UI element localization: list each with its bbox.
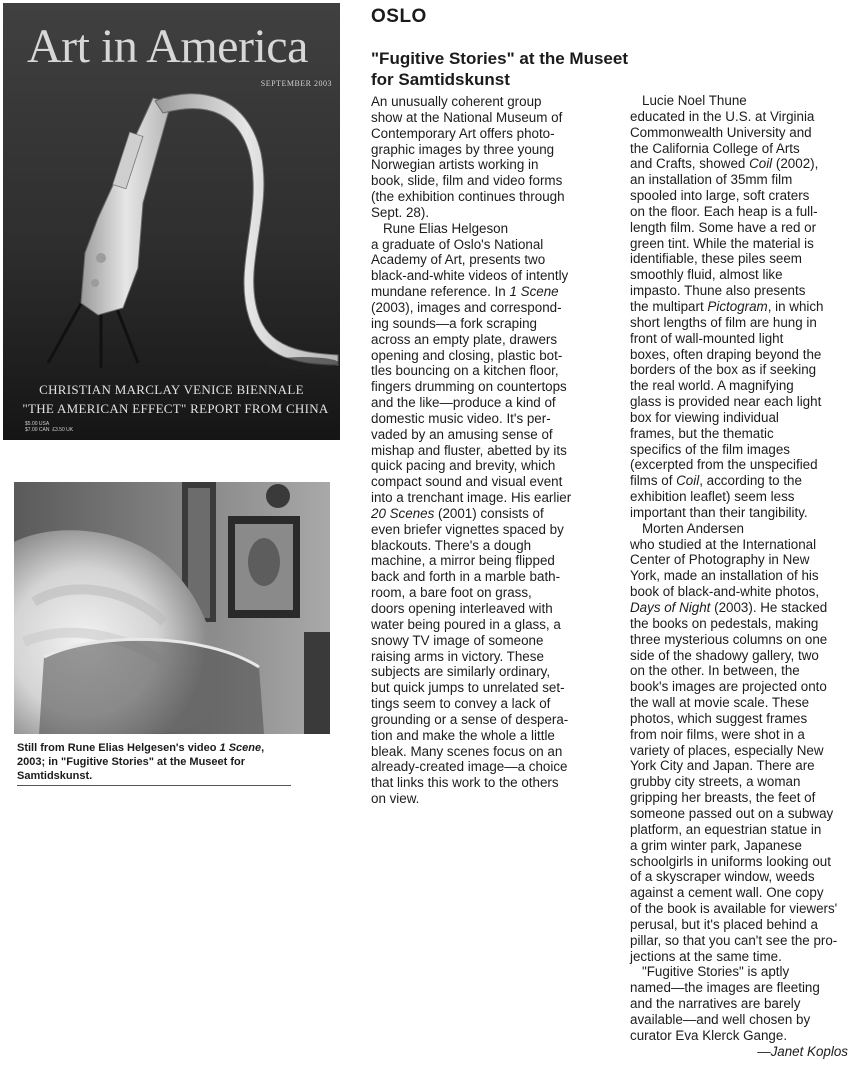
article-line xyxy=(371,553,629,569)
text-run: smoothly fluid, almost like xyxy=(630,267,783,283)
issue-date: SEPTEMBER 2003 xyxy=(260,79,332,88)
article-line xyxy=(630,806,848,822)
text-run: back and forth in a marble bath- xyxy=(371,569,561,585)
article-line xyxy=(371,110,629,126)
article-line xyxy=(371,759,629,775)
text-run: the wall at movie scale. These xyxy=(630,695,810,711)
text-run: the California College of Arts xyxy=(630,140,800,156)
text-run: box for viewing individual xyxy=(630,409,779,425)
article-column-1 xyxy=(371,94,629,807)
work-title: 1 Scene xyxy=(509,284,559,300)
text-run: Norwegian artists working in xyxy=(371,157,539,173)
text-run: short lengths of film are hung in xyxy=(630,314,817,330)
article-line xyxy=(630,457,848,473)
article-line xyxy=(630,156,848,172)
article-line xyxy=(630,473,848,489)
article-line xyxy=(630,537,848,553)
text-run: and Crafts, showed xyxy=(630,156,750,172)
text-run: room, a bare foot on grass, xyxy=(371,585,532,601)
article-line xyxy=(630,917,848,933)
article-line xyxy=(371,490,629,506)
article-line xyxy=(630,442,848,458)
text-run: show at the National Museum of xyxy=(371,109,563,125)
article-line xyxy=(630,933,848,949)
text-run: machine, a mirror being flipped xyxy=(371,553,555,569)
text-run: snowy TV image of someone xyxy=(371,632,544,648)
article-line xyxy=(630,426,848,442)
text-run: films of xyxy=(630,473,677,489)
text-run: fingers drumming on countertops xyxy=(371,379,567,395)
text-run: graphic images by three young xyxy=(371,141,555,157)
article-headline: "Fugitive Stories" at the Museet for Samtidskunst xyxy=(371,49,629,89)
text-run: into a trenchant image. His earlier xyxy=(371,490,572,506)
text-run: Center of Photography in New xyxy=(630,552,810,568)
article-line xyxy=(630,568,848,584)
text-run: (2001) consists of xyxy=(434,505,544,521)
text-run: the books on pedestals, making xyxy=(630,615,819,631)
section-heading: OSLO xyxy=(371,6,427,27)
article-line xyxy=(371,237,629,253)
text-run: Sept. 28). xyxy=(371,204,430,220)
article-line xyxy=(630,188,848,204)
text-run: photos, which suggest frames xyxy=(630,710,808,726)
cover-price: $5.00 USA $7.00 CAN £3.50 UK xyxy=(25,421,74,433)
article-line xyxy=(630,394,848,410)
text-run: a grim winter park, Japanese xyxy=(630,837,802,853)
article-line xyxy=(630,949,848,965)
text-run: opening and closing, plastic bot- xyxy=(371,347,563,363)
text-run: grubby city streets, a woman xyxy=(630,774,801,790)
article-line xyxy=(630,774,848,790)
article-line xyxy=(371,411,629,427)
article-line xyxy=(630,552,848,568)
text-run: platform, an equestrian statue in xyxy=(630,821,822,837)
text-run: on the floor. Each heap is a full- xyxy=(630,203,818,219)
text-run: an installation of 35mm film xyxy=(630,172,793,188)
text-run: already-created image—a choice xyxy=(371,759,568,775)
work-title: Coil xyxy=(676,473,700,489)
text-run: variety of places, especially New xyxy=(630,742,824,758)
article-line xyxy=(371,443,629,459)
text-run: glass is provided near each light xyxy=(630,394,822,410)
article-line xyxy=(630,220,848,236)
text-run: frames, but the thematic xyxy=(630,425,774,441)
caption-work-title: 1 Scene xyxy=(219,742,262,754)
text-run: (2003), images and correspond- xyxy=(371,299,562,315)
article-line xyxy=(630,616,848,632)
text-run: perusal, but it's placed behind a xyxy=(630,916,818,932)
text-run: book of black-and-white photos, xyxy=(630,584,820,600)
article-line xyxy=(371,157,629,173)
text-run: front of wall-mounted light xyxy=(630,330,784,346)
article-line xyxy=(371,633,629,649)
article-line xyxy=(371,712,629,728)
article-line xyxy=(630,109,848,125)
text-run: vaded by an amusing sense of xyxy=(371,426,553,442)
text-run: (2002), xyxy=(772,156,819,172)
text-run: Academy of Art, presents two xyxy=(371,252,546,268)
text-run: named—the images are fleeting xyxy=(630,980,820,996)
text-run: boxes, often draping beyond the xyxy=(630,346,822,362)
article-line xyxy=(371,474,629,490)
cover-headline-1: CHRISTIAN MARCLAY VENICE BIENNALE xyxy=(39,382,304,397)
text-run: exhibition leaflet) seem less xyxy=(630,489,795,505)
article-line xyxy=(630,758,848,774)
text-run: Commonwealth University and xyxy=(630,124,812,140)
text-run: "Fugitive Stories" is aptly xyxy=(642,964,790,980)
text-run: Morten Andersen xyxy=(642,520,744,536)
text-run: subjects are similarly ordinary, xyxy=(371,664,551,680)
text-run: a graduate of Oslo's National xyxy=(371,236,544,252)
article-line xyxy=(630,727,848,743)
text-run: schoolgirls in uniforms looking out xyxy=(630,853,831,869)
text-run: on view. xyxy=(371,791,420,807)
article-line xyxy=(630,964,848,980)
text-run: pillar, so that you can't see the pro- xyxy=(630,932,838,948)
text-run: (the exhibition continues through xyxy=(371,189,565,205)
text-run: domestic music video. It's per- xyxy=(371,410,551,426)
caption-text-1: Still from Rune Elias Helgesen's video xyxy=(17,742,220,754)
article-line xyxy=(630,251,848,267)
text-run: doors opening interleaved with xyxy=(371,601,553,616)
article-line xyxy=(630,410,848,426)
text-run: important than their tangibility. xyxy=(630,504,808,520)
article-line xyxy=(630,299,848,315)
text-run: available—and well chosen by xyxy=(630,1011,811,1027)
article-line xyxy=(371,205,629,221)
text-run: bleak. Many scenes focus on an xyxy=(371,743,563,759)
text-run: the real world. A magnifying xyxy=(630,378,794,394)
article-line xyxy=(630,822,848,838)
work-title: Pictogram xyxy=(707,298,768,314)
text-run: who studied at the International xyxy=(630,536,817,552)
article-line xyxy=(630,996,848,1012)
text-run: ing sounds—a fork scraping xyxy=(371,315,537,331)
text-run: mundane reference. In xyxy=(371,284,510,300)
article-line xyxy=(630,378,848,394)
article-line xyxy=(371,585,629,601)
text-run: length film. Some have a red or xyxy=(630,219,817,235)
article-line xyxy=(371,522,629,538)
article-line xyxy=(371,94,629,110)
article-line xyxy=(371,664,629,680)
text-run: An unusually coherent group xyxy=(371,94,542,109)
text-run: from noir films, were shot in a xyxy=(630,726,805,742)
text-run: but quick jumps to unrelated set- xyxy=(371,680,565,696)
article-line xyxy=(630,1012,848,1028)
work-title: 20 Scenes xyxy=(371,505,435,521)
article-line xyxy=(371,744,629,760)
text-run: of the book is available for viewers' xyxy=(630,901,838,917)
article-line xyxy=(371,379,629,395)
text-run: across an empty plate, drawers xyxy=(371,331,558,347)
work-title: Coil xyxy=(749,156,773,172)
text-run: impasto. Thune also presents xyxy=(630,283,806,299)
text-run: borders of the box as if seeking xyxy=(630,362,817,378)
text-run: black-and-white videos of intently xyxy=(371,268,569,284)
article-line xyxy=(371,300,629,316)
article-line xyxy=(630,172,848,188)
text-run: mishap and fluster, abetted by its xyxy=(371,442,567,458)
article-line xyxy=(630,331,848,347)
article-line xyxy=(371,427,629,443)
text-run: of a skyscraper window, weeds xyxy=(630,869,815,885)
article-line xyxy=(630,838,848,854)
text-run: (excerpted from the unspecified xyxy=(630,457,818,473)
article-line xyxy=(630,854,848,870)
text-run: someone passed out on a subway xyxy=(630,805,834,821)
article-line xyxy=(371,395,629,411)
magazine-cover xyxy=(3,3,340,440)
article-line xyxy=(630,980,848,996)
article-line xyxy=(371,316,629,332)
article-line xyxy=(371,728,629,744)
article-line xyxy=(630,663,848,679)
article-line xyxy=(371,126,629,142)
text-run: that links this work to the others xyxy=(371,775,559,791)
text-run: even briefer vignettes spaced by xyxy=(371,521,564,537)
article-line xyxy=(630,362,848,378)
text-run: spooled into large, soft craters xyxy=(630,188,810,204)
text-run: Contemporary Art offers photo- xyxy=(371,125,555,141)
article-line xyxy=(630,743,848,759)
text-run: Rune Elias Helgeson xyxy=(383,220,509,236)
article-line xyxy=(371,696,629,712)
text-run: gripping her breasts, the feet of xyxy=(630,790,816,806)
article-line xyxy=(630,489,848,505)
text-run: and the narratives are barely xyxy=(630,996,801,1012)
text-run: against a cement wall. One copy xyxy=(630,885,824,901)
article-line xyxy=(371,601,629,617)
video-still-photo xyxy=(14,482,330,734)
text-run: three mysterious columns on one xyxy=(630,631,828,647)
article-line xyxy=(630,236,848,252)
text-run: side of the shadowy gallery, two xyxy=(630,647,819,663)
article-line xyxy=(630,521,848,537)
article-line xyxy=(630,267,848,283)
article-line xyxy=(630,505,848,521)
article-line xyxy=(630,711,848,727)
article-line xyxy=(630,315,848,331)
article-line xyxy=(630,347,848,363)
text-run: identifiable, these piles seem xyxy=(630,251,802,267)
article-line xyxy=(371,680,629,696)
article-line xyxy=(371,348,629,364)
text-run: book, slide, film and video forms xyxy=(371,173,563,189)
article-line xyxy=(371,252,629,268)
text-run: , according to the xyxy=(699,473,802,489)
text-run: blackouts. There's a dough xyxy=(371,537,532,553)
text-run: , in which xyxy=(767,298,824,314)
article-line xyxy=(630,600,848,616)
article-line xyxy=(371,538,629,554)
article-line xyxy=(371,791,629,807)
article-line xyxy=(371,649,629,665)
article-column-2 xyxy=(630,93,848,1059)
article-line xyxy=(630,695,848,711)
hand-photo xyxy=(14,482,330,734)
text-run: jections at the same time. xyxy=(630,948,782,964)
article-line xyxy=(630,1028,848,1044)
author-byline: —Janet Koplos xyxy=(757,1043,848,1059)
article-line xyxy=(371,775,629,791)
article-line xyxy=(371,284,629,300)
text-run: tings seem to convey a lack of xyxy=(371,696,551,712)
article-line xyxy=(630,632,848,648)
photo-caption xyxy=(17,741,295,783)
text-run: educated in the U.S. at Virginia xyxy=(630,108,815,124)
text-run: curator Eva Klerck Gange. xyxy=(630,1027,788,1043)
article-line xyxy=(630,125,848,141)
text-run: green tint. While the material is xyxy=(630,235,814,251)
article-line xyxy=(630,584,848,600)
article-line xyxy=(371,142,629,158)
article-line xyxy=(630,204,848,220)
text-run: Lucie Noel Thune xyxy=(642,93,747,108)
article-line xyxy=(630,679,848,695)
article-line xyxy=(630,869,848,885)
text-run: (2003). He stacked xyxy=(710,600,828,615)
text-run: York, made an installation of his xyxy=(630,568,819,584)
article-line xyxy=(630,885,848,901)
article-line xyxy=(371,332,629,348)
text-run: quick pacing and brevity, which xyxy=(371,458,556,474)
text-run: raising arms in victory. These xyxy=(371,648,544,664)
text-run: tion and make the whole a little xyxy=(371,727,555,743)
text-run: water being poured in a glass, a xyxy=(371,616,561,632)
article-line xyxy=(630,648,848,664)
text-run: compact sound and visual event xyxy=(371,474,563,490)
article-line xyxy=(630,790,848,806)
text-run: grounding or a sense of despera- xyxy=(371,711,569,727)
cover-headline-2: "THE AMERICAN EFFECT" REPORT FROM CHINA xyxy=(22,401,329,416)
work-title: Days of Night xyxy=(630,600,711,615)
article-line xyxy=(630,141,848,157)
article-line xyxy=(630,283,848,299)
article-line xyxy=(371,189,629,205)
article-line xyxy=(371,569,629,585)
article-line xyxy=(371,458,629,474)
text-run: specifics of the film images xyxy=(630,441,791,457)
text-run: book's images are projected onto xyxy=(630,679,827,695)
text-run: tles bouncing on a kitchen floor, xyxy=(371,363,559,379)
article-line xyxy=(371,221,629,237)
article-line xyxy=(371,173,629,189)
article-line xyxy=(630,93,848,109)
article-line xyxy=(630,901,848,917)
text-run: on the other. In between, the xyxy=(630,663,800,679)
article-line xyxy=(371,268,629,284)
article-line xyxy=(371,617,629,633)
text-run: York City and Japan. There are xyxy=(630,758,815,774)
magazine-title: Art in America xyxy=(27,20,308,73)
text-run: and the like—produce a kind of xyxy=(371,395,556,411)
article-line xyxy=(371,363,629,379)
caption-rule xyxy=(17,785,291,786)
caption-text-2: , 2003; in "Fugitive Stories" at the Museet for Samtidskunst. xyxy=(17,742,265,782)
article-line xyxy=(371,506,629,522)
text-run: the multipart xyxy=(630,298,708,314)
